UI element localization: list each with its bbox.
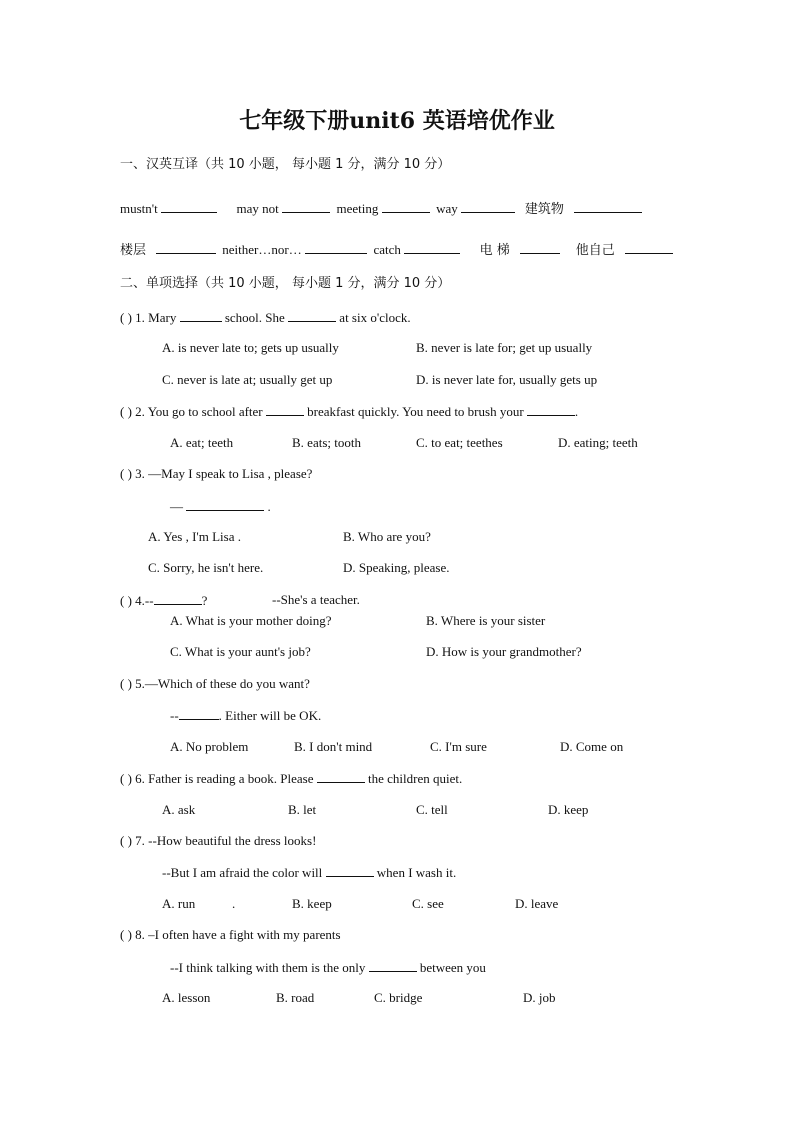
question-5-reply — [170, 707, 321, 724]
question-8-reply — [170, 959, 486, 976]
option-b: B. never is late for; get up usually — [416, 340, 593, 355]
answer-paren[interactable]: ( ) — [120, 676, 132, 691]
vocab-term: 他自己 — [575, 243, 615, 258]
option-c: C. Sorry, he isn't here. — [148, 560, 264, 575]
option-b: B. Where is your sister — [426, 613, 546, 628]
question-4 — [120, 592, 207, 609]
question-text: at six o'clock. — [339, 310, 411, 325]
option-d: D. keep — [548, 802, 589, 817]
question-4-answer: --She's a teacher. — [272, 592, 360, 607]
question-text: school. She — [224, 310, 285, 325]
option-d: D. Come on — [560, 739, 624, 754]
option-c: C. I'm sure — [430, 739, 487, 754]
option-a: A. eat; teeth — [170, 435, 234, 450]
option-b: B. let — [288, 802, 317, 817]
vocab-term: may not — [236, 201, 279, 216]
option-a: A. What is your mother doing? — [170, 613, 332, 628]
option-d: D. leave — [515, 896, 559, 911]
vocab-term: 建筑物 — [524, 202, 564, 217]
answer-paren[interactable]: ( ) — [120, 310, 132, 325]
vocab-term: way — [436, 201, 458, 216]
vocab-row-2 — [120, 241, 673, 259]
section1-heading: 一、汉英互译（共 10 小题， 每小题 1 分，满分 10 分） — [120, 157, 451, 172]
option-c: C. tell — [416, 802, 448, 817]
question-3 — [120, 466, 312, 482]
question-2 — [120, 403, 578, 420]
option-a: A. Yes , I'm Lisa . — [148, 529, 241, 544]
option-a: A. run — [162, 896, 196, 911]
question-text: 2. You go to school after — [135, 404, 263, 419]
option-a: A. is never late to; gets up usually — [162, 340, 339, 355]
question-text: . Either will be OK. — [218, 708, 322, 723]
question-text: -- — [170, 708, 179, 723]
answer-paren[interactable]: ( ) — [120, 404, 132, 419]
option-a: A. lesson — [162, 990, 211, 1005]
question-text: breakfast quickly. You need to brush your — [307, 404, 524, 419]
question-text: ? — [201, 593, 208, 608]
option-d: D. eating; teeth — [558, 435, 638, 450]
option-b: B. eats; tooth — [292, 435, 361, 450]
answer-paren[interactable]: ( ) — [120, 833, 132, 848]
question-text: 5.—Which of these do you want? — [135, 676, 310, 691]
question-text: 3. —May I speak to Lisa , please? — [135, 466, 313, 481]
vocab-term: neither…nor… — [222, 242, 302, 257]
vocab-term: 电 梯 — [479, 243, 510, 258]
option-c: C. to eat; teethes — [416, 435, 503, 450]
option-c: C. see — [412, 896, 444, 911]
stray-period: . — [232, 896, 236, 911]
question-5 — [120, 676, 310, 692]
page-title: 七年级下册unit6 英语培优作业 — [239, 108, 555, 134]
option-c: C. never is late at; usually get up — [162, 372, 333, 387]
question-text: when I wash it. — [376, 865, 457, 880]
option-a: A. ask — [162, 802, 196, 817]
option-d: D. is never late for, usually gets up — [416, 372, 598, 387]
option-b: B. road — [276, 990, 315, 1005]
question-text: 8. –I often have a fight with my parents — [135, 927, 341, 942]
option-b: B. I don't mind — [294, 739, 373, 754]
question-text: 1. Mary — [135, 310, 177, 325]
answer-paren[interactable]: ( ) — [120, 593, 132, 608]
question-text: — — [170, 499, 183, 514]
option-d: D. How is your grandmother? — [426, 644, 582, 659]
option-c: C. What is your aunt's job? — [170, 644, 311, 659]
question-text: --I think talking with them is the only — [170, 960, 366, 975]
question-text: the children quiet. — [368, 771, 463, 786]
question-text: 4.-- — [135, 593, 154, 608]
question-text: --But I am afraid the color will — [162, 865, 323, 880]
question-text: between you — [419, 960, 486, 975]
question-7 — [120, 833, 316, 849]
vocab-term: meeting — [336, 201, 379, 216]
option-b: B. keep — [292, 896, 332, 911]
answer-paren[interactable]: ( ) — [120, 771, 132, 786]
vocab-term: 楼层 — [120, 243, 147, 258]
question-1 — [120, 309, 411, 326]
question-6 — [120, 770, 462, 787]
question-text: . — [574, 404, 579, 419]
question-3-reply — [170, 498, 271, 515]
question-8 — [120, 927, 341, 943]
question-text: 6. Father is reading a book. Please — [135, 771, 314, 786]
vocab-term: catch — [373, 242, 401, 257]
answer-paren[interactable]: ( ) — [120, 466, 132, 481]
section2-heading: 二、单项选择（共 10 小题， 每小题 1 分，满分 10 分） — [120, 276, 451, 291]
option-b: B. Who are you? — [343, 529, 431, 544]
question-text: . — [267, 499, 271, 514]
option-d: D. Speaking, please. — [343, 560, 450, 575]
question-7-reply — [162, 864, 456, 881]
answer-paren[interactable]: ( ) — [120, 927, 132, 942]
option-d: D. job — [523, 990, 556, 1005]
vocab-row-1 — [120, 200, 642, 218]
option-c: C. bridge — [374, 990, 423, 1005]
question-text: 7. --How beautiful the dress looks! — [135, 833, 317, 848]
vocab-term: mustn't — [120, 201, 158, 216]
option-a: A. No problem — [170, 739, 249, 754]
